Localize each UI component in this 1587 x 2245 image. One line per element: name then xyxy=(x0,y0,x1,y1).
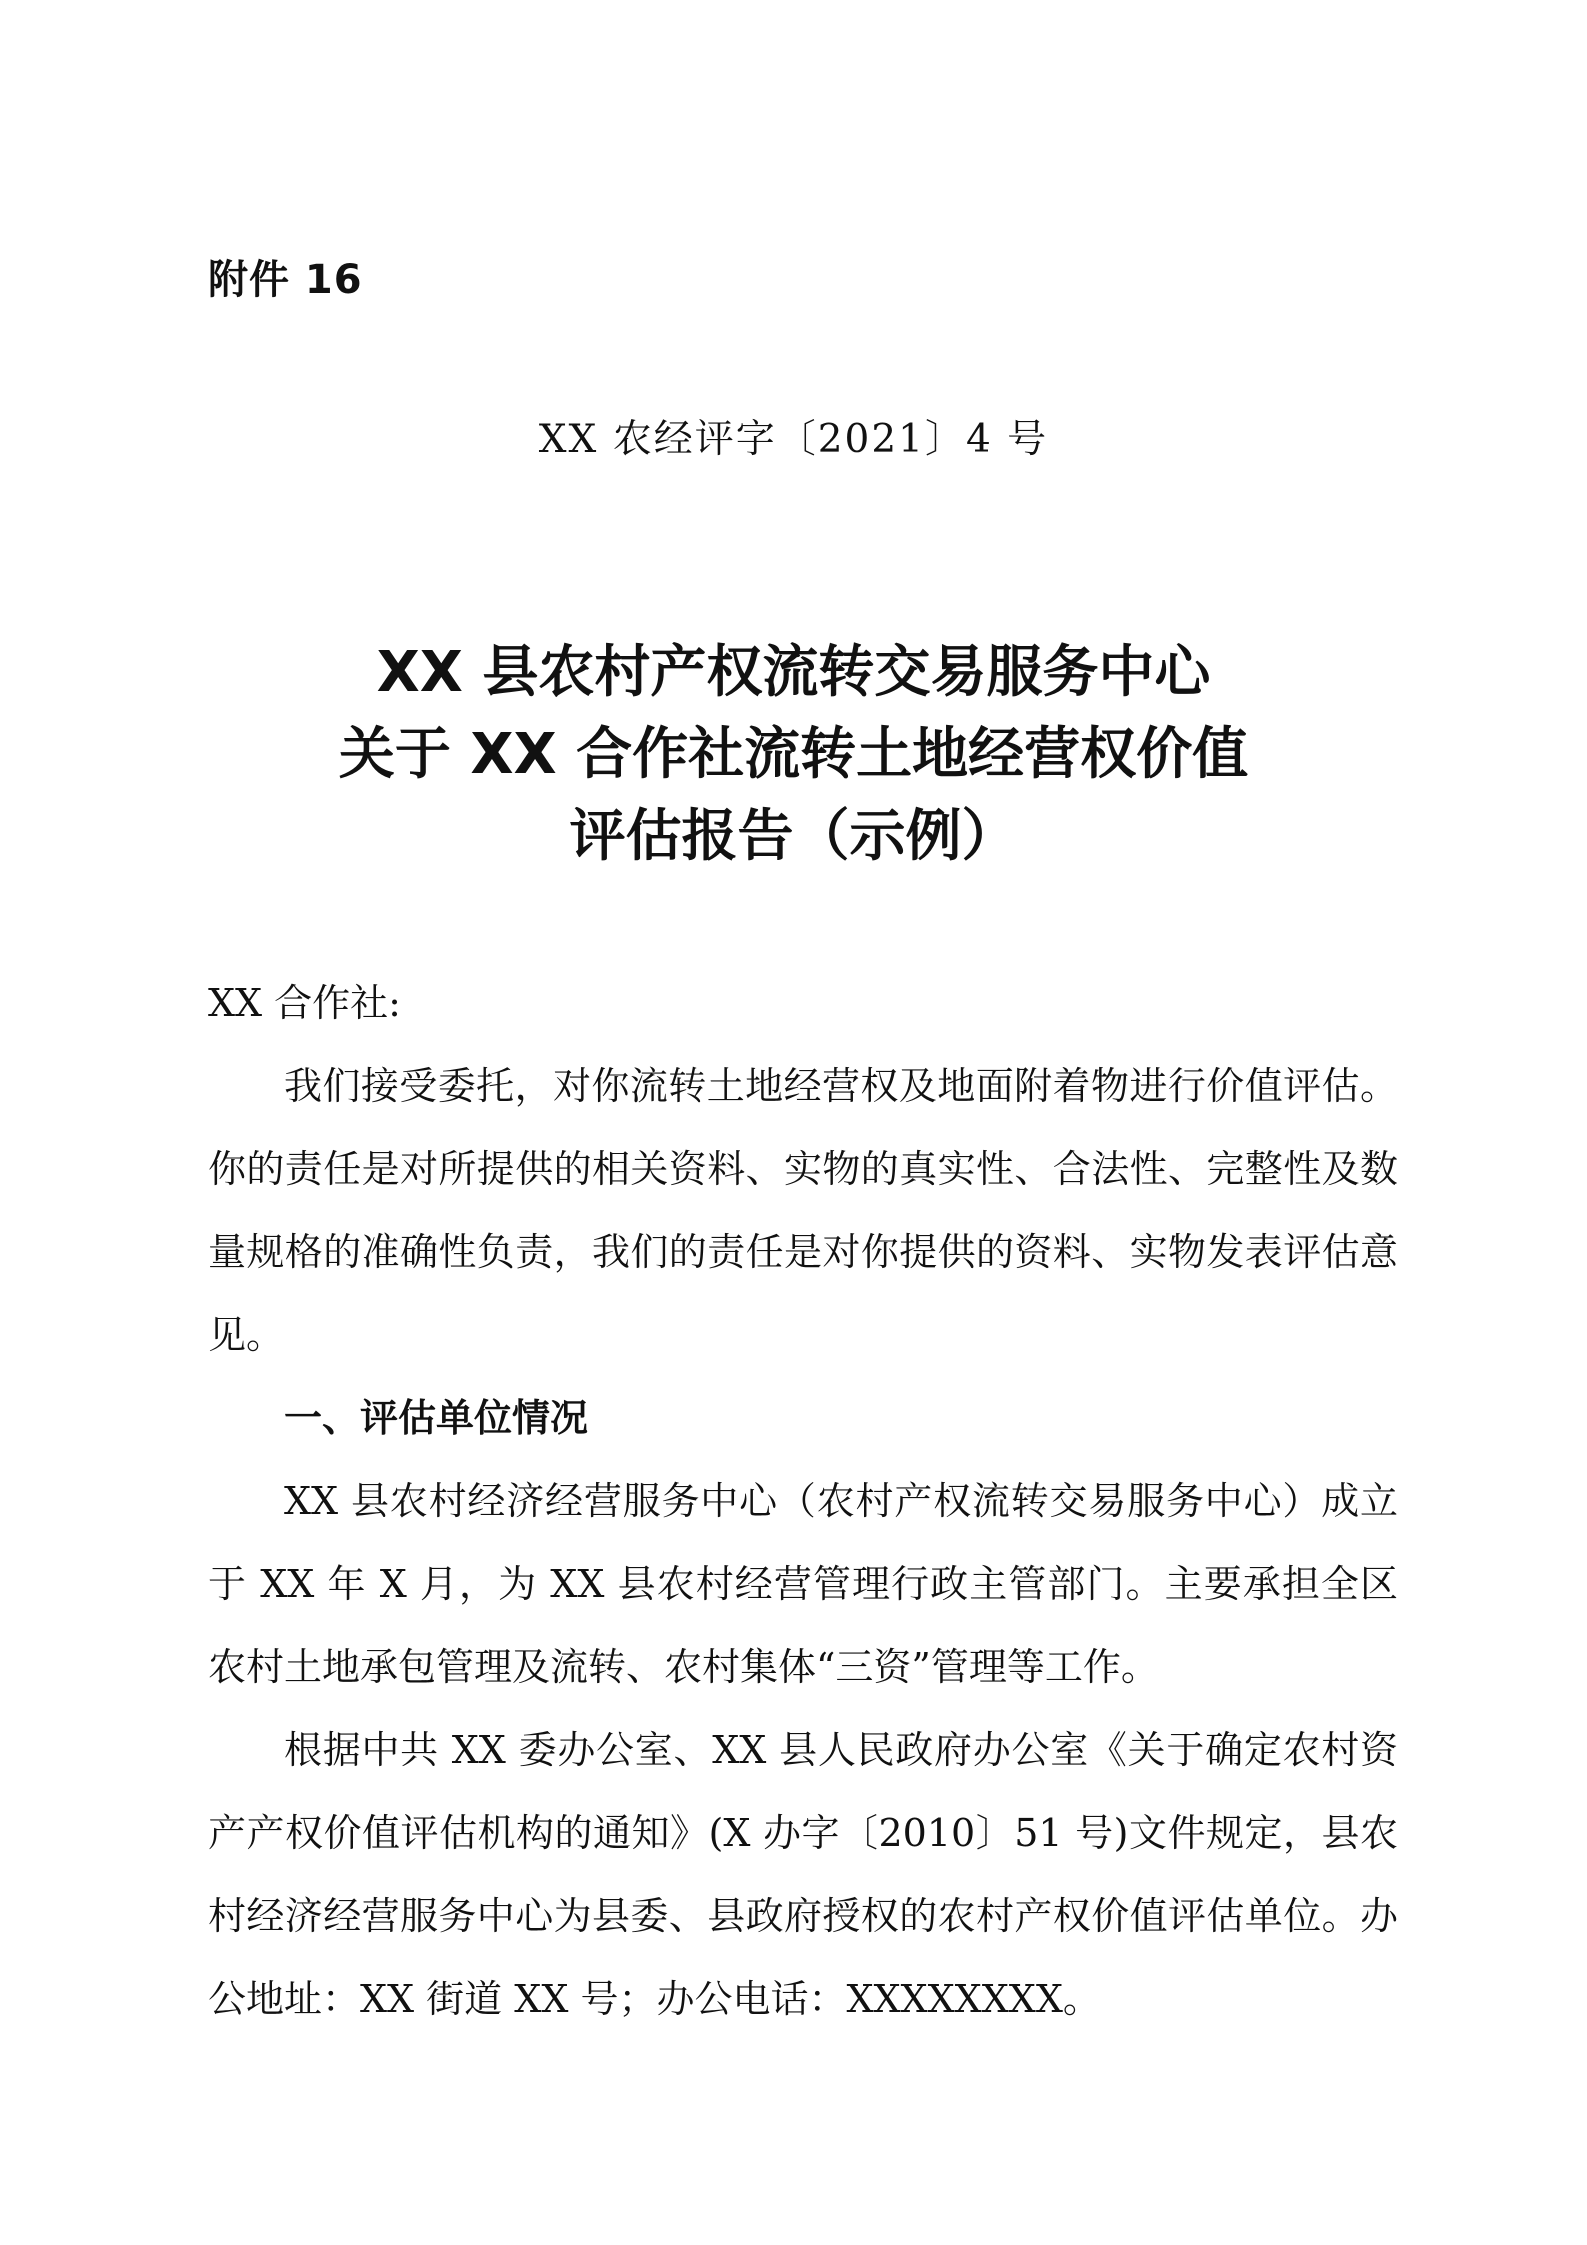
document-body xyxy=(208,962,1398,2041)
paragraph-authorization: 根据中共 XX 委办公室、XX 县人民政府办公室《关于确定农村资产产权价值评估机构的通知》(X 办字〔2010〕51 号)文件规定，县农村经济经营服务中心为县委、县政府授权的农村产权价值评估单位。办公地址：XX 街道 XX 号；办公电话：XXXXXXXX。 xyxy=(208,1728,1398,2021)
title-line-2: 关于 XX 合作社流转土地经营权价值 xyxy=(338,722,1249,787)
attachment-label: 附件 16 xyxy=(208,257,363,303)
document-number: XX 农经评字〔2021〕4 号 xyxy=(538,417,1049,462)
document-title xyxy=(0,632,1587,878)
intro-paragraph: 我们接受委托，对你流转土地经营权及地面附着物进行价值评估。你的责任是对所提供的相关资料、实物的真实性、合法性、完整性及数量规格的准确性负责，我们的责任是对你提供的资料、实物发表评估意见。 xyxy=(208,1064,1398,1357)
section-heading: 一、评估单位情况 xyxy=(284,1396,589,1440)
title-line-1: XX 县农村产权流转交易服务中心 xyxy=(376,640,1211,705)
title-line-3: 评估报告（示例） xyxy=(569,804,1018,869)
paragraph-unit-overview: XX 县农村经济经营服务中心（农村产权流转交易服务中心）成立于 XX 年 X 月，为 XX 县农村经营管理行政主管部门。主要承担全区农村土地承包管理及流转、农村集体“三资”管理等工作。 xyxy=(208,1479,1398,1689)
salutation: XX 合作社: xyxy=(208,981,401,1025)
